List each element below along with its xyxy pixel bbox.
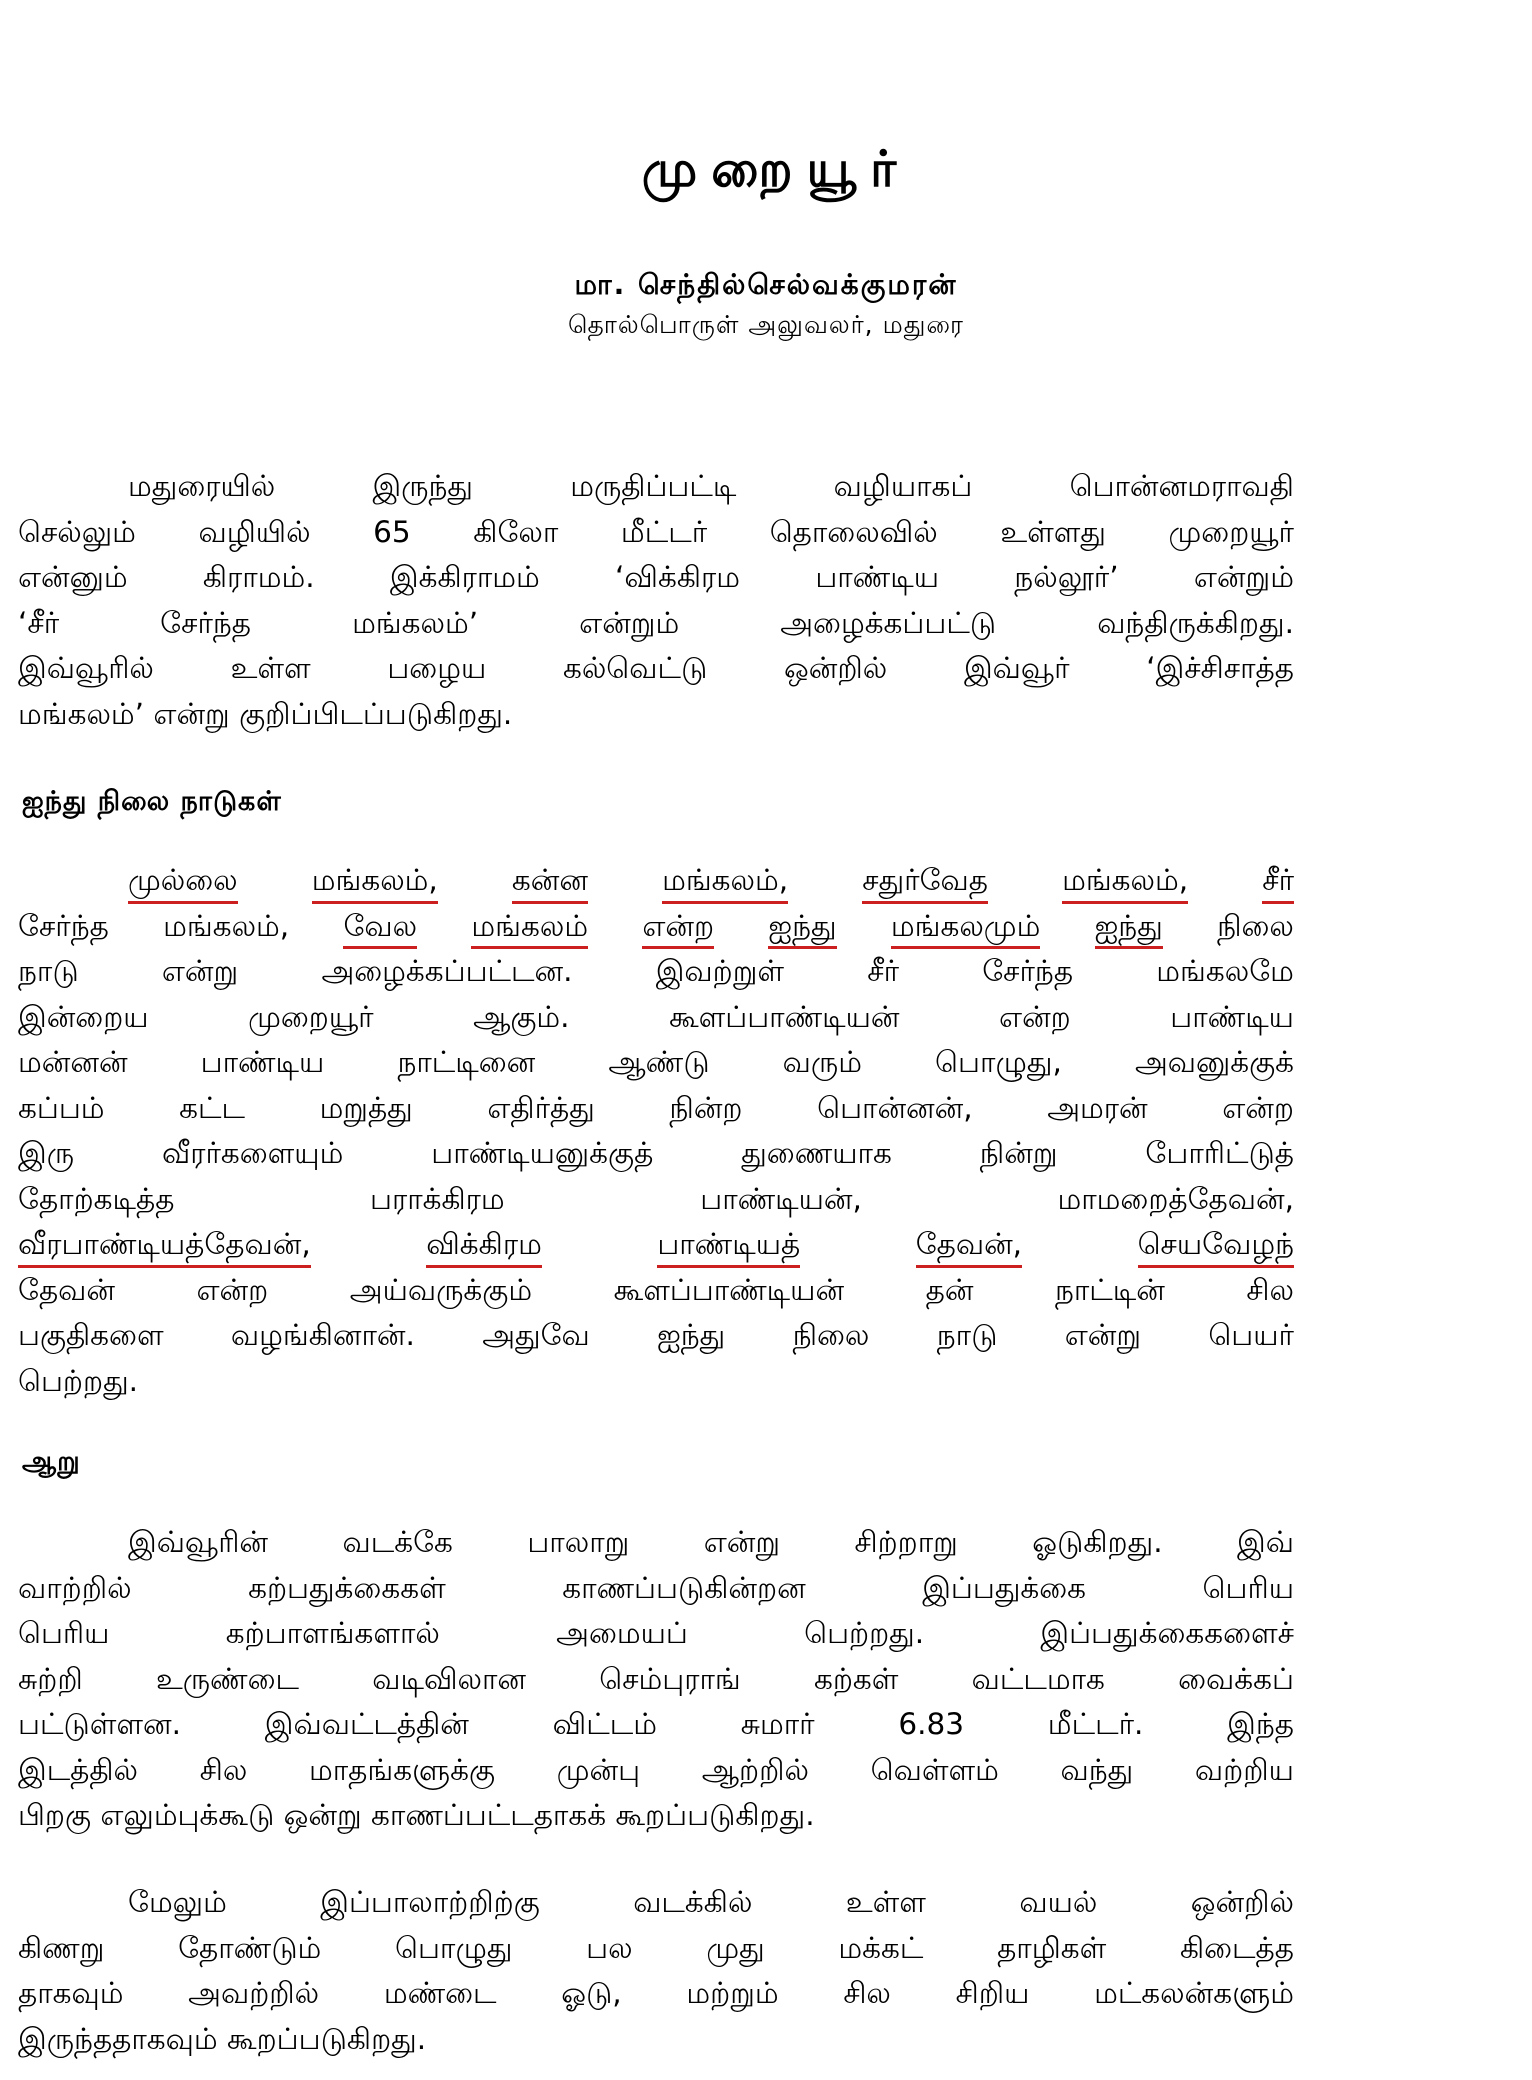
text-line (18, 995, 1294, 1041)
text-line (18, 1222, 1294, 1268)
word: மாமறைத்தேவன், (1057, 1181, 1294, 1216)
word: மற்றும் (686, 1976, 779, 2010)
word: உள்ள (230, 651, 311, 685)
word: நின்று (979, 1136, 1058, 1170)
word: மங்கலம், (662, 858, 788, 904)
text-line (18, 555, 1294, 601)
text-line: பிறகு எலும்புக்கூடு ஒன்று காணப்பட்டதாகக் கூறப்படுகிறது. (18, 1798, 815, 1832)
word: நாட்டின் (1054, 1272, 1165, 1307)
word: என்று (703, 1525, 781, 1559)
word: பொன்னமராவதி (1069, 469, 1294, 503)
word: தேவன் (18, 1272, 115, 1307)
word: 6.83 (898, 1707, 964, 1741)
paragraph-river (18, 1520, 1294, 1839)
word: பாண்டிய (1170, 999, 1294, 1034)
text-line (18, 1268, 1294, 1314)
word: பராக்கிரம (370, 1181, 505, 1216)
word: இந்த (1227, 1707, 1294, 1741)
word: வாற்றில் (18, 1570, 132, 1605)
word: செம்புராங் (599, 1661, 741, 1696)
word: எதிர்த்து (487, 1090, 595, 1125)
word: சீர் (1262, 858, 1294, 904)
word: ஐந்து (1095, 904, 1163, 950)
word: வெள்ளம் (870, 1752, 999, 1787)
word: சில (199, 1752, 248, 1787)
word: பொழுது (395, 1930, 513, 1965)
word: என்றும் (579, 605, 680, 640)
word: உருண்டை (155, 1661, 299, 1696)
word: பழைய (387, 651, 487, 685)
word: மக்கட் (838, 1930, 924, 1965)
word: சேர்ந்த (982, 954, 1074, 988)
word: போரிட்டுத் (1145, 1136, 1294, 1170)
word: தாகவும் (18, 1976, 124, 2010)
word: ‘இச்சிசாத்த (1146, 651, 1294, 685)
word: இன்றைய (18, 999, 149, 1034)
word: அய்வருக்கும் (349, 1272, 533, 1307)
word: தாழிகள் (997, 1930, 1107, 1965)
word: தன் (925, 1272, 974, 1307)
word: ஆண்டு (608, 1045, 710, 1079)
text-line (18, 1702, 1294, 1748)
word: அவற்றில் (188, 1976, 320, 2010)
paragraph-urn-burials (18, 1880, 1294, 2062)
word: வந்திருக்கிறது. (1097, 605, 1294, 640)
word: ஒன்றில் (784, 651, 888, 685)
word: பொழுது, (935, 1045, 1062, 1079)
text-line (18, 1040, 1294, 1086)
word: மாதங்களுக்கு (308, 1752, 496, 1787)
word: பாண்டியனுக்குத் (431, 1136, 654, 1170)
word: பட்டுள்ளன. (18, 1707, 181, 1741)
author-name: மா. செந்தில்செல்வக்குமரன் (574, 268, 958, 301)
word: பாண்டிய (200, 1045, 325, 1079)
word: ஆகும். (473, 999, 570, 1034)
word: பகுதிகளை (18, 1318, 164, 1352)
word: இப்பாலாற்றிற்கு (320, 1885, 540, 1919)
word: வடக்கில் (633, 1885, 753, 1919)
word: வரும் (782, 1045, 862, 1079)
word: பொன்னன், (817, 1090, 973, 1125)
text-line (18, 1313, 1294, 1359)
word: பல (586, 1930, 633, 1965)
word: காணப்படுகின்றன (562, 1570, 806, 1605)
word: இவற்றுள் (655, 954, 784, 988)
word: முன்பு (556, 1752, 641, 1787)
word: மீட்டர் (620, 514, 708, 549)
word: கூளப்பாண்டியன் (669, 999, 900, 1034)
word: என்றும் (1193, 560, 1294, 594)
word: என்ற (1222, 1090, 1294, 1125)
word: என்று (1064, 1318, 1142, 1352)
word: இவ்வூர் (963, 651, 1070, 685)
word: வீரர்களையும் (161, 1136, 344, 1170)
word: மறுத்து (319, 1090, 413, 1125)
text-line (18, 601, 1294, 647)
word: மருதிப்பட்டி (570, 469, 737, 503)
word: நாடு (936, 1318, 998, 1352)
word: ‘சீர் (18, 605, 60, 640)
word: ஓடு, (561, 1976, 622, 2010)
word: வழியில் (198, 514, 311, 549)
word: வந்து (1060, 1752, 1134, 1787)
text-line (18, 1566, 1294, 1612)
text-line (18, 464, 1294, 510)
text-line (18, 1177, 1294, 1223)
text-line: இருந்ததாகவும் கூறப்படுகிறது. (18, 2021, 427, 2056)
word: தோண்டும் (178, 1930, 322, 1965)
word: என்று (161, 954, 239, 988)
word: சில (843, 1976, 891, 2010)
word: வழங்கினான். (230, 1318, 415, 1352)
word: வயல் (1019, 1885, 1098, 1919)
word: ஆற்றில் (701, 1752, 809, 1787)
word: அமரன் (1047, 1090, 1148, 1125)
word: இப்பதுக்கைகளைச் (1040, 1616, 1294, 1650)
text-line (18, 1926, 1294, 1972)
word: சீர் (867, 954, 899, 988)
word: வேல (343, 904, 417, 950)
word: சுமார் (740, 1707, 815, 1741)
word: கட்ட (179, 1090, 245, 1125)
word: அமையப் (556, 1616, 688, 1650)
paragraph-five-nilai-nadugal (18, 858, 1294, 1404)
author-affiliation: தொல்பொருள் அலுவலர், மதுரை (568, 310, 964, 339)
word: என்ற (196, 1272, 269, 1307)
word: மங்கலமே (1156, 954, 1294, 988)
text-line (18, 646, 1294, 692)
word: கூளப்பாண்டியன் (613, 1272, 845, 1307)
word: மங்கலம், (1062, 858, 1188, 904)
word: கிடைத்த (1179, 1930, 1294, 1965)
word: இவ் (1237, 1525, 1294, 1559)
text-line (18, 1880, 1294, 1926)
word: உள்ள (845, 1885, 926, 1919)
word: சேர்ந்த (18, 908, 109, 943)
word: சுற்றி (18, 1661, 83, 1696)
word: பெற்றது. (804, 1616, 925, 1650)
word: தேவன், (916, 1222, 1022, 1268)
word: வட்டமாக (971, 1661, 1105, 1696)
word: கற்பாளங்களால் (225, 1616, 440, 1650)
word: செல்லும் (18, 514, 136, 549)
word: நாடு (18, 954, 79, 988)
text-line (18, 1611, 1294, 1657)
word: முல்லை (128, 858, 238, 904)
word: இப்பதுக்கை (922, 1570, 1087, 1605)
word: தொலைவில் (769, 514, 938, 549)
word: வற்றிய (1194, 1752, 1294, 1787)
word: மங்கலம் (471, 904, 588, 950)
word: மங்கலம்’ (352, 605, 479, 640)
word: நாட்டினை (397, 1045, 536, 1079)
section-heading-river: ஆறு (22, 1446, 81, 1477)
text-line (18, 1748, 1294, 1794)
word: இடத்தில் (18, 1752, 139, 1787)
word: வீரபாண்டியத்தேவன், (18, 1222, 311, 1268)
word: தோற்கடித்த (18, 1181, 175, 1216)
word: இக்கிராமம் (389, 560, 540, 594)
word: சேர்ந்த (160, 605, 252, 640)
word: பாலாறு (527, 1525, 630, 1559)
word: ஐந்து (657, 1318, 726, 1352)
word: 65 (373, 514, 411, 549)
word: உள்ளது (1000, 514, 1106, 549)
word: கிராமம். (202, 560, 315, 594)
word: சிறிய (955, 1976, 1030, 2010)
word: இவ்வூரின் (128, 1525, 269, 1559)
word: மீட்டர். (1047, 1707, 1144, 1741)
word: சில (1246, 1272, 1294, 1307)
word: நிலை (1217, 908, 1294, 943)
word: துணையாக (741, 1136, 892, 1170)
word: பெயர் (1208, 1318, 1294, 1352)
word: இருந்து (372, 469, 474, 503)
word: நிலை (792, 1318, 870, 1352)
word: வழியாகப் (833, 469, 973, 503)
text-line (18, 1971, 1294, 2017)
text-line (18, 949, 1294, 995)
word: ஒன்றில் (1190, 1885, 1294, 1919)
word: பெரிய (1202, 1570, 1294, 1605)
word: வைக்கப் (1178, 1661, 1294, 1696)
word: மங்கலம், (312, 858, 438, 904)
word: மன்னன் (18, 1045, 128, 1079)
word: நல்லூர்’ (1014, 560, 1119, 594)
word: அழைக்கப்பட்டு (780, 605, 997, 640)
word: வடக்கே (342, 1525, 453, 1559)
word: கல்வெட்டு (562, 651, 708, 685)
word: என்ற (642, 904, 714, 950)
text-line (18, 904, 1294, 950)
word: கற்கள் (813, 1661, 899, 1696)
word: ஓடுகிறது. (1032, 1525, 1163, 1559)
text-line: பெற்றது. (18, 1363, 139, 1398)
word: விக்கிரம (426, 1222, 542, 1268)
word: கிணறு (18, 1930, 105, 1965)
word: மதுரையில் (128, 469, 276, 503)
text-line (18, 1657, 1294, 1703)
word: சிற்றாறு (854, 1525, 958, 1559)
word: மேலும் (128, 1885, 227, 1919)
word: இரு (18, 1136, 75, 1170)
word: பாண்டியன், (700, 1181, 862, 1216)
text-line (18, 1131, 1294, 1177)
word: விட்டம் (552, 1707, 657, 1741)
word: முறையூர் (248, 999, 374, 1034)
word: மங்கலம், (163, 908, 290, 943)
word: பெரிய (18, 1616, 110, 1650)
text-line (18, 510, 1294, 556)
word: கற்பதுக்கைகள் (248, 1570, 446, 1605)
word: கப்பம் (18, 1090, 105, 1125)
word: அதுவே (482, 1318, 590, 1352)
word: அவனுக்குக் (1134, 1045, 1294, 1079)
word: செயவேழந் (1138, 1222, 1294, 1268)
word: இவ்வூரில் (18, 651, 154, 685)
text-line (18, 1520, 1294, 1566)
word: அழைக்கப்பட்டன. (321, 954, 573, 988)
word: முறையூர் (1168, 514, 1294, 549)
word: என்னும் (18, 560, 128, 594)
word: ‘விக்கிரம (615, 560, 741, 594)
paragraph-intro (18, 464, 1294, 737)
text-line (18, 1086, 1294, 1132)
word: நின்ற (669, 1090, 743, 1125)
word: என்ற (999, 999, 1071, 1034)
word: சதுர்வேத (862, 858, 988, 904)
word: கிலோ (473, 514, 559, 549)
word: முது (706, 1930, 765, 1965)
word: பாண்டிய (815, 560, 939, 594)
text-line: மங்கலம்’ என்று குறிப்பிடப்படுகிறது. (18, 696, 513, 731)
word: பாண்டியத் (657, 1222, 800, 1268)
word: வடிவிலான (372, 1661, 527, 1696)
word: மங்கலமும் (891, 904, 1040, 950)
page-title: முறையூர் (641, 140, 911, 198)
text-line (18, 858, 1294, 904)
section-heading-five-nilai-nadugal: ஐந்து நிலை நாடுகள் (22, 786, 282, 817)
word: மட்கலன்களும் (1094, 1976, 1294, 2010)
word: மண்டை (383, 1976, 497, 2010)
word: ஐந்து (768, 904, 836, 950)
word: கன்ன (512, 858, 588, 904)
word: இவ்வட்டத்தின் (264, 1707, 469, 1741)
